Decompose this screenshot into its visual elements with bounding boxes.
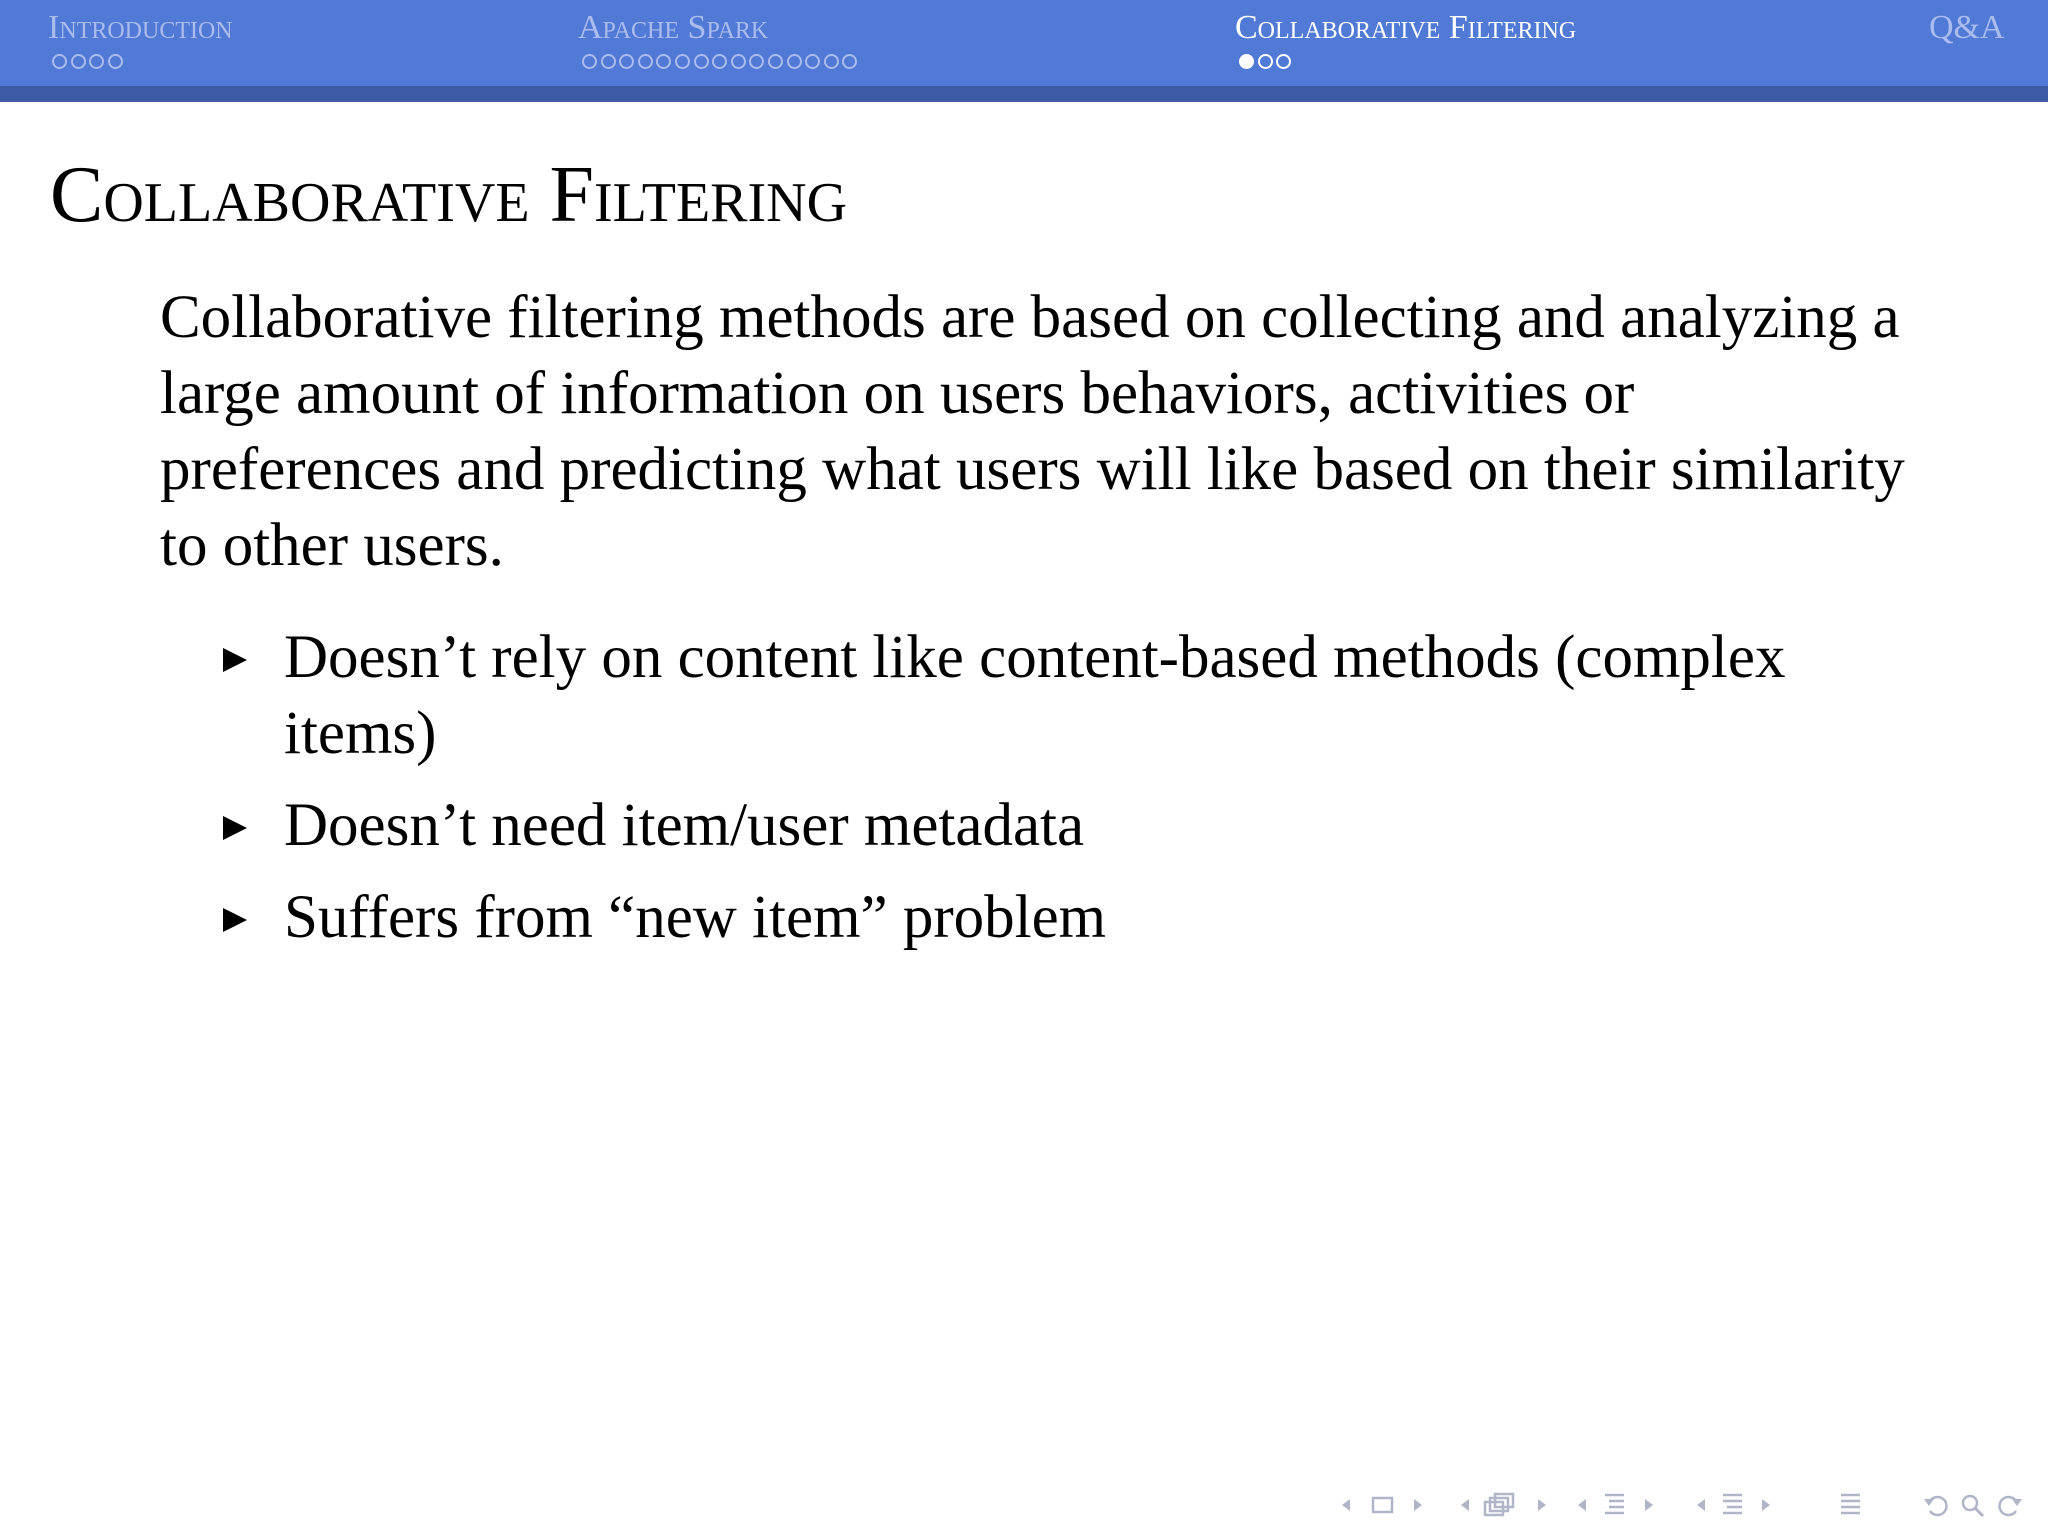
- slide-dot-icon[interactable]: [675, 54, 690, 69]
- nav-slide-dots: [582, 54, 861, 74]
- nav-section-title[interactable]: Introduction: [48, 9, 233, 46]
- navigation-symbols: [1330, 1490, 2030, 1520]
- slide-dot-icon[interactable]: [842, 54, 857, 69]
- slide-next-icon[interactable]: [1410, 1490, 1426, 1520]
- slide-dot-icon[interactable]: [749, 54, 764, 69]
- triangle-bullet-icon: [223, 908, 247, 932]
- bullet-list: [218, 620, 1898, 972]
- slide-dot-icon[interactable]: [638, 54, 653, 69]
- section-icon[interactable]: [1720, 1490, 1746, 1520]
- slide-dot-icon[interactable]: [787, 54, 802, 69]
- slide-dot-icon[interactable]: [582, 54, 597, 69]
- section-next-icon[interactable]: [1758, 1490, 1774, 1520]
- body-paragraph: Collaborative filtering methods are based on collecting and analyzing a large amount of information on users behaviors, activities or preferences and predicting what users will like based on their similarity to other users.: [160, 284, 1905, 579]
- bullet-text: Doesn’t need item/user metadata: [284, 792, 1085, 859]
- slide-dot-icon[interactable]: [108, 54, 123, 69]
- frame-next-icon[interactable]: [1534, 1490, 1550, 1520]
- nav-section-apache-spark[interactable]: [578, 8, 768, 82]
- slide-icon[interactable]: [1370, 1490, 1396, 1520]
- nav-section-title[interactable]: Apache Spark: [578, 9, 769, 46]
- slide-dot-icon[interactable]: [1276, 54, 1291, 69]
- frame-title: Collaborative Filtering: [50, 151, 848, 239]
- nav-section-title[interactable]: Collaborative Filtering: [1235, 9, 1577, 46]
- bullet-item: [218, 620, 1898, 772]
- frame-icon[interactable]: [1482, 1490, 1516, 1520]
- slide-dot-icon[interactable]: [1258, 54, 1273, 69]
- back-icon[interactable]: [1922, 1490, 1952, 1520]
- nav-section-title[interactable]: Q&A: [1929, 9, 2005, 46]
- subsection-prev-icon[interactable]: [1574, 1490, 1590, 1520]
- slide-dot-icon[interactable]: [824, 54, 839, 69]
- slide-dot-icon[interactable]: [731, 54, 746, 69]
- slide-dot-icon[interactable]: [805, 54, 820, 69]
- forward-icon[interactable]: [1994, 1490, 2024, 1520]
- slide-dot-icon[interactable]: [656, 54, 671, 69]
- bullet-item: [218, 788, 1898, 864]
- triangle-bullet-icon: [223, 648, 247, 672]
- slide-dot-icon[interactable]: [71, 54, 86, 69]
- bullet-text: Suffers from “new item” problem: [284, 884, 1107, 951]
- slide-dot-icon[interactable]: [89, 54, 104, 69]
- header-shadow: [0, 86, 2048, 102]
- nav-section-collaborative-filtering[interactable]: [1235, 8, 1576, 82]
- current-slide-dot-icon[interactable]: [1239, 54, 1254, 69]
- nav-section-introduction[interactable]: [48, 8, 233, 82]
- search-icon[interactable]: [1958, 1490, 1988, 1520]
- slide-dot-icon[interactable]: [601, 54, 616, 69]
- frame-prev-icon[interactable]: [1457, 1490, 1473, 1520]
- triangle-bullet-icon: [223, 816, 247, 840]
- slide-dot-icon[interactable]: [52, 54, 67, 69]
- subsection-next-icon[interactable]: [1641, 1490, 1657, 1520]
- slide-dot-icon[interactable]: [694, 54, 709, 69]
- bullet-text: Doesn’t rely on content like content-based methods (complex items): [284, 624, 1786, 767]
- bullet-item: [218, 880, 1898, 956]
- appendix-icon[interactable]: [1838, 1490, 1864, 1520]
- subsection-icon[interactable]: [1602, 1490, 1628, 1520]
- slide-dot-icon[interactable]: [619, 54, 634, 69]
- nav-slide-dots: [52, 54, 126, 74]
- slide-dot-icon[interactable]: [768, 54, 783, 69]
- slide-prev-icon[interactable]: [1338, 1490, 1354, 1520]
- nav-section-qa[interactable]: [1929, 8, 2005, 82]
- slide-dot-icon[interactable]: [712, 54, 727, 69]
- nav-slide-dots: [1239, 54, 1295, 74]
- section-prev-icon[interactable]: [1693, 1490, 1709, 1520]
- header-navigation-bar: [0, 0, 2048, 86]
